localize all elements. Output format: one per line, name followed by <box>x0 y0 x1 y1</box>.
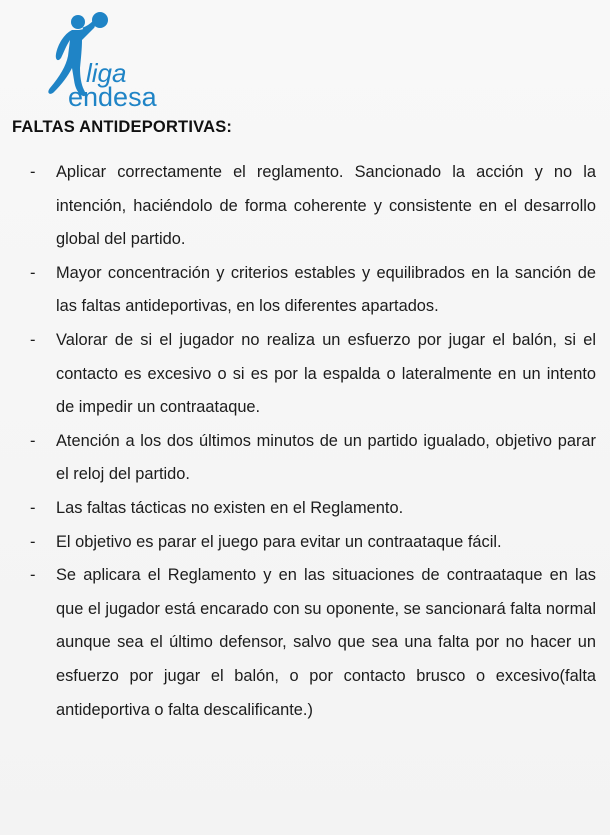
list-item-text: Las faltas tácticas no existen en el Reglamento. <box>56 498 404 517</box>
bullet-dash: - <box>30 263 36 282</box>
list-item-text: Se aplicara el Reglamento y en las situaciones de contraataque en las que el jugador está encarado con su oponente, se sancionará falta normal aunque sea el último defensor, salvo que sea una falta por no hacer un esfuerzo por jugar el balón, o por contacto brusco o excesivo(falta antideportiva o falta descalificante.) <box>56 566 596 719</box>
section-title: FALTAS ANTIDEPORTIVAS: <box>12 118 233 136</box>
list-item <box>0 559 610 727</box>
bullet-dash: - <box>30 498 36 517</box>
list-item-text: Atención a los dos últimos minutos de un partido igualado, objetivo parar el reloj del partido. <box>56 431 596 484</box>
bullet-dash: - <box>30 330 36 349</box>
logo-graphic <box>28 10 158 110</box>
list-item-text: El objetivo es parar el juego para evitar un contraataque fácil. <box>56 532 502 551</box>
bullet-dash: - <box>30 431 36 450</box>
rules-list <box>0 156 610 727</box>
bullet-dash: - <box>30 163 36 181</box>
bullet-dash: - <box>30 566 36 585</box>
list-item <box>0 324 610 425</box>
list-item <box>0 257 610 324</box>
list-item <box>0 492 610 526</box>
bullet-dash: - <box>30 532 36 551</box>
list-item-text: Mayor concentración y criterios estables y equilibrados en la sanción de las faltas antideportivas, en los diferentes apartados. <box>56 263 596 316</box>
logo-line1: liga <box>86 58 127 88</box>
list-item <box>0 526 610 560</box>
list-item <box>0 156 610 257</box>
list-item-text: Aplicar correctamente el reglamento. Sancionado la acción y no la intención, haciéndolo de forma coherente y consistente en el desarrollo global del partido. <box>56 163 596 249</box>
list-item-text: Valorar de si el jugador no realiza un esfuerzo por jugar el balón, si el contacto es excesivo o si es por la espalda o lateralmente en un intento de impedir un contraataque. <box>56 330 596 417</box>
logo-line2: endesa <box>68 82 157 110</box>
list-item <box>0 425 610 492</box>
liga-endesa-logo <box>28 10 158 110</box>
